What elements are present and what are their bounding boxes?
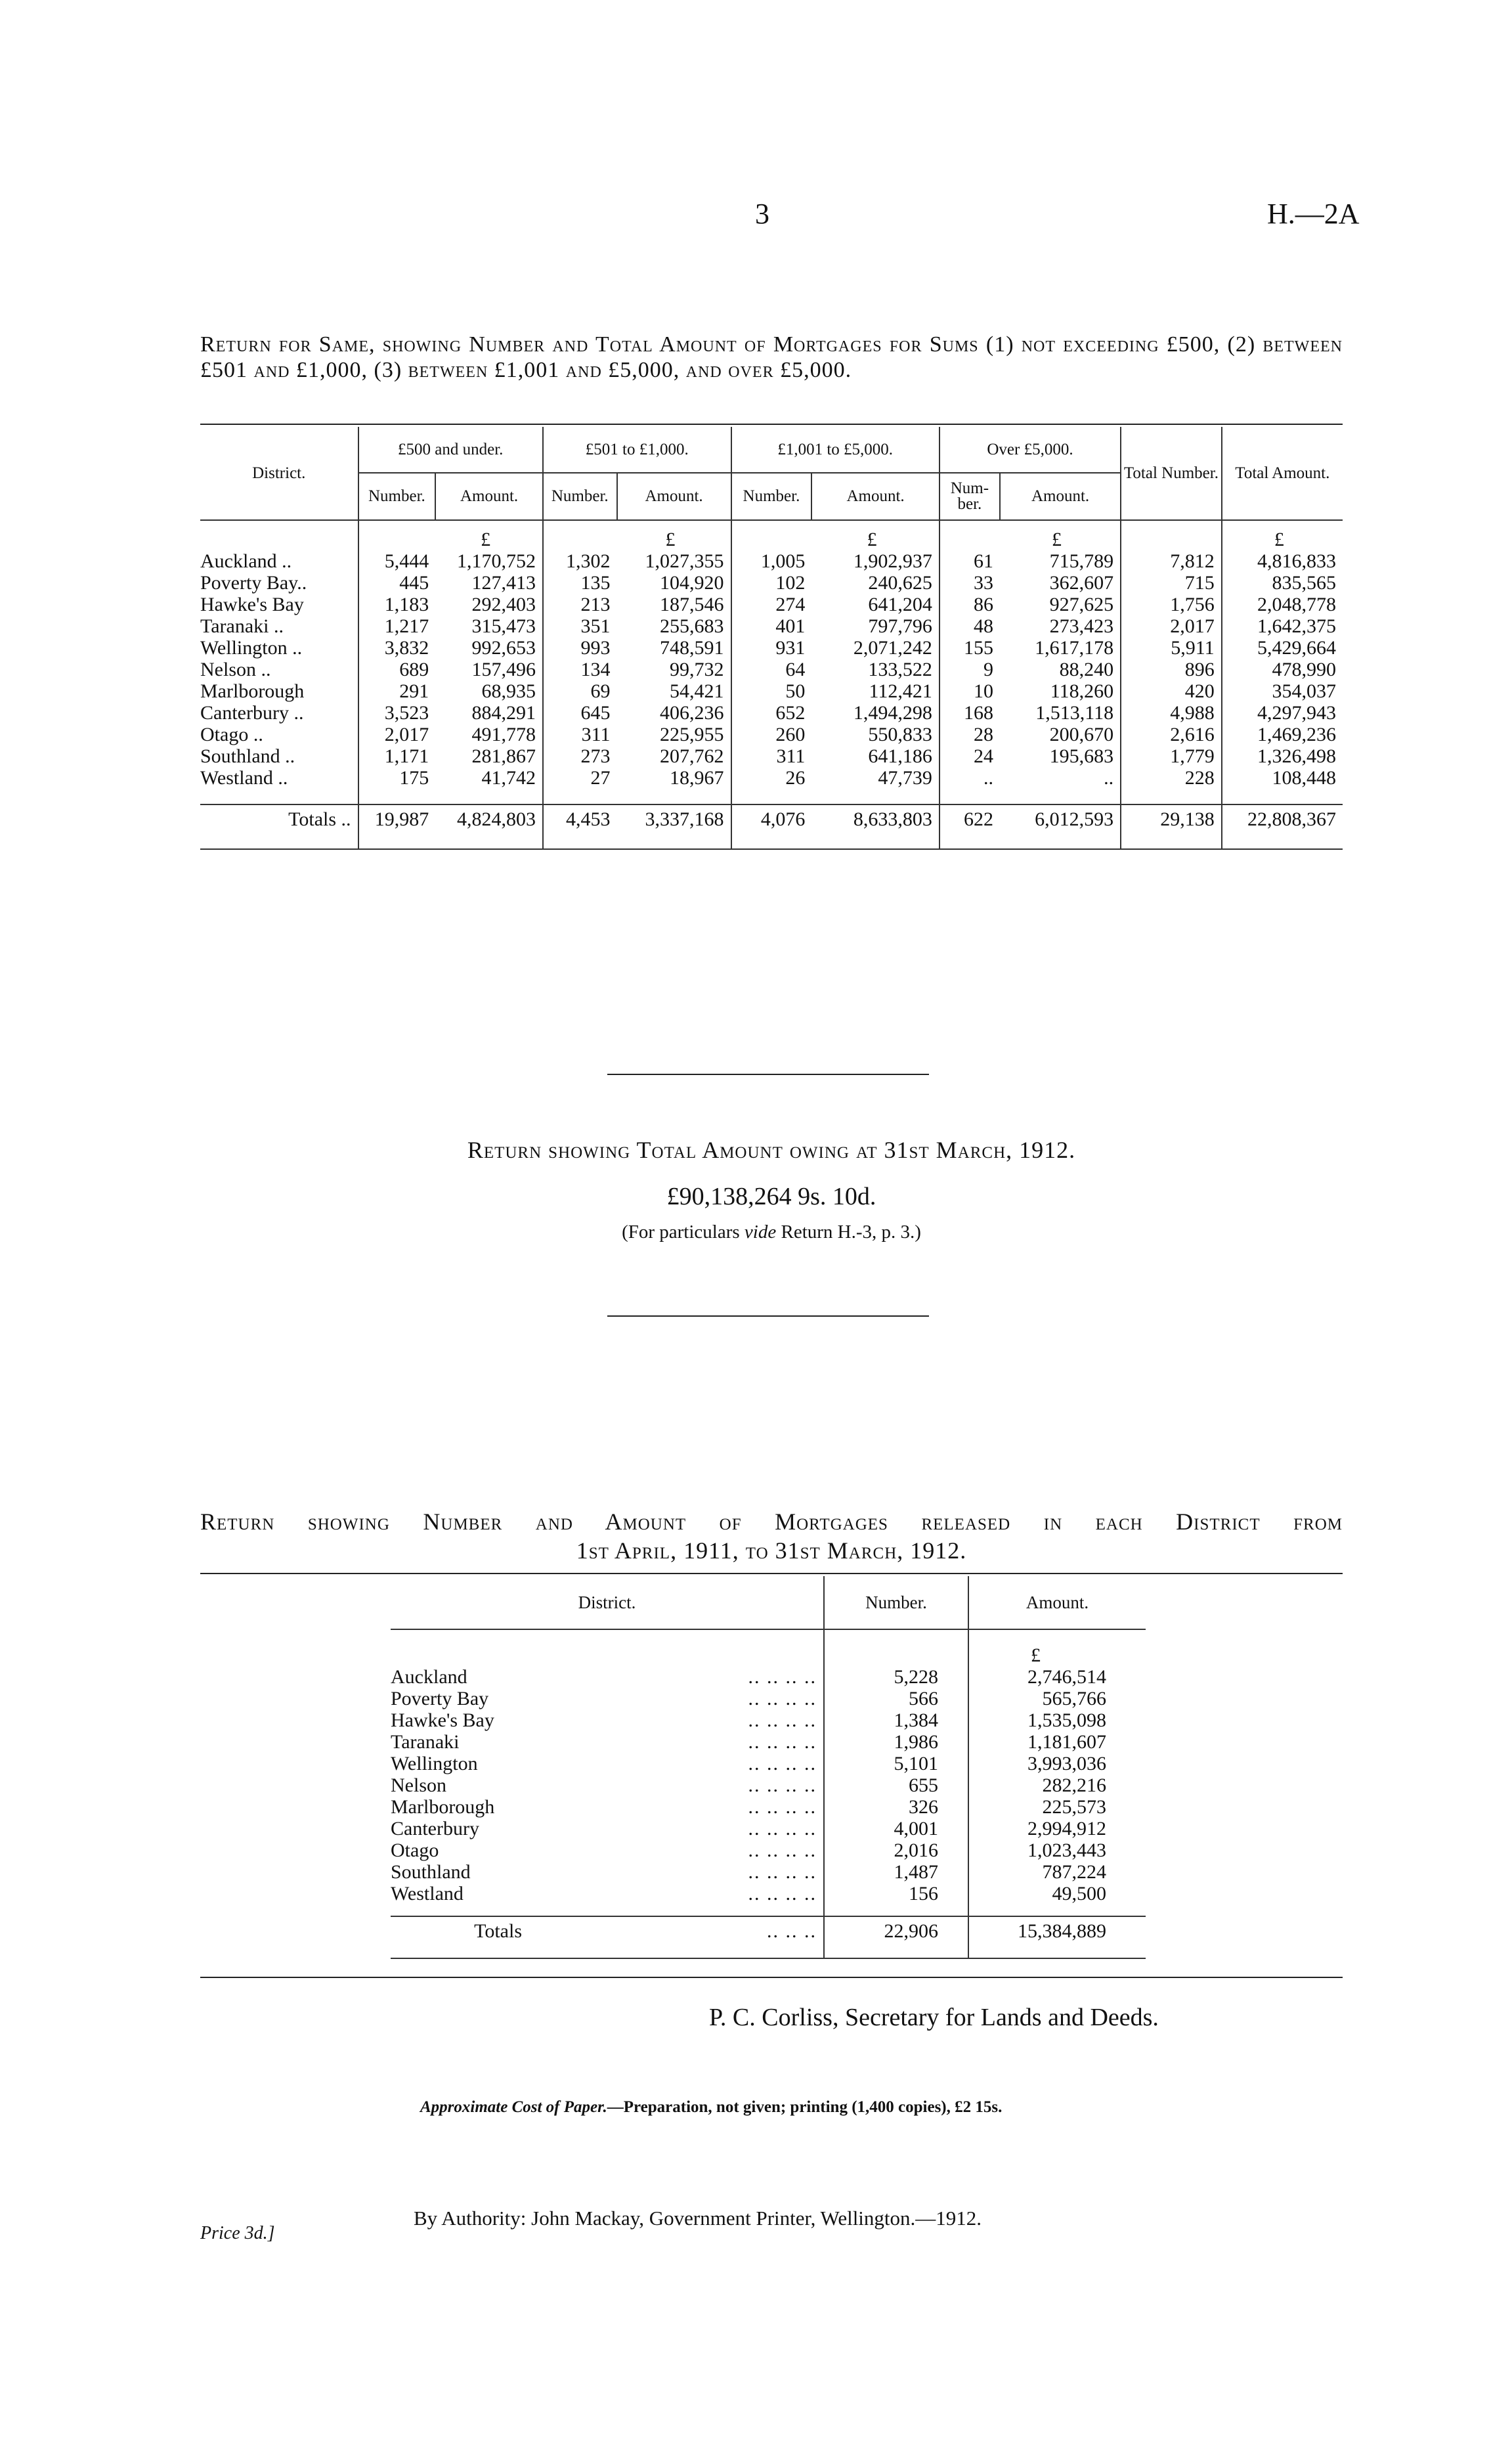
return2-note — [200, 1222, 1343, 1243]
table-row — [200, 745, 1343, 767]
note-italic: vide — [744, 1222, 777, 1243]
section-divider — [607, 1315, 929, 1317]
table-cell: 354,037 — [1222, 680, 1343, 702]
table-cell: 135 — [543, 572, 617, 594]
number-cell: 5,228 — [824, 1666, 968, 1688]
table-cell: 168 — [940, 702, 1000, 724]
table-cell: 5,444 — [358, 550, 436, 572]
table-cell: 1,302 — [543, 550, 617, 572]
district-name: Wellington .. — [200, 637, 303, 659]
district-name: Taranaki — [391, 1731, 460, 1753]
district-name: Otago .. — [200, 724, 263, 745]
number-cell: 1,487 — [824, 1861, 968, 1883]
signature: P. C. Corliss, Secretary for Lands and Deeds. — [709, 2004, 1159, 2031]
leader-dots: .. .. .. .. — [748, 1774, 817, 1796]
leader-dots: .. .. .. .. — [748, 1839, 817, 1861]
table-cell: 47,739 — [878, 767, 932, 789]
total-cell: 4,824,803 — [435, 804, 543, 833]
number-cell: 655 — [824, 1774, 968, 1796]
table-cell: 291 — [358, 680, 436, 702]
amount-cell: 1,181,607 — [968, 1731, 1146, 1753]
table-cell: 1,027,355 — [645, 550, 724, 572]
table-row — [200, 702, 1343, 724]
leader-dots: .. .. .. .. — [748, 1688, 817, 1709]
table-cell: 478,990 — [1222, 659, 1343, 680]
table-cell: 927,625 — [1049, 594, 1114, 615]
table-cell: 2,048,778 — [1222, 594, 1343, 615]
currency-row — [200, 520, 1343, 550]
total-cell: 19,987 — [358, 804, 436, 833]
table-cell: 1,779 — [1121, 745, 1222, 767]
table-cell: 200,670 — [1049, 724, 1114, 745]
district-name: Canterbury .. — [200, 702, 304, 724]
amount-header: Amount. — [1000, 473, 1121, 520]
table-cell: 645 — [543, 702, 617, 724]
table-cell: 1,902,937 — [853, 550, 932, 572]
amount-header: Amount. — [435, 473, 543, 520]
table-cell: 1,494,298 — [853, 702, 932, 724]
number-cell: 1,986 — [824, 1731, 968, 1753]
amount-cell: 2,994,912 — [968, 1818, 1146, 1839]
table-cell: 4,297,943 — [1222, 702, 1343, 724]
amount-cell: 2,746,514 — [968, 1666, 1146, 1688]
table-cell: 50 — [731, 680, 812, 702]
table-cell: 896 — [1121, 659, 1222, 680]
table-cell: 1,469,236 — [1222, 724, 1343, 745]
table-cell: 18,967 — [670, 767, 724, 789]
table-cell: 3,832 — [358, 637, 436, 659]
table-cell: 4,816,833 — [1222, 550, 1343, 572]
district-name: Nelson — [391, 1774, 446, 1796]
leader-dots: .. .. .. .. — [748, 1883, 817, 1904]
totals-label: Totals — [391, 1916, 529, 1945]
table-cell: 748,591 — [660, 637, 724, 659]
table-cell: 884,291 — [471, 702, 536, 724]
table3-title-line2: 1st April, 1911, to 31st March, 1912. — [576, 1537, 967, 1564]
table-cell: 273,423 — [1049, 615, 1114, 637]
number-cell: 4,001 — [824, 1818, 968, 1839]
table-cell: 1,617,178 — [1035, 637, 1114, 659]
leader-dots: .. .. .. .. — [748, 1818, 817, 1839]
totals-row — [200, 804, 1343, 833]
table-row — [391, 1883, 1146, 1904]
table-cell: 54,421 — [670, 680, 724, 702]
table-cell: 1,170,752 — [456, 550, 536, 572]
table-cell: 9 — [940, 659, 1000, 680]
district-name: Wellington — [391, 1753, 478, 1774]
district-name: Taranaki .. — [200, 615, 284, 637]
number-header: Number. — [731, 473, 812, 520]
table-cell: 195,683 — [1049, 745, 1114, 767]
table-row — [200, 572, 1343, 594]
table-cell: 225,955 — [660, 724, 724, 745]
table-cell: 99,732 — [670, 659, 724, 680]
number-header: Number. — [824, 1576, 968, 1629]
leader-dots: .. .. .. .. — [748, 1666, 817, 1688]
district-name: Westland .. — [200, 767, 288, 789]
leader-dots: .. .. .. .. — [748, 1796, 817, 1818]
table-cell: 5,429,664 — [1222, 637, 1343, 659]
table-cell: 4,988 — [1121, 702, 1222, 724]
table-cell: 2,017 — [1121, 615, 1222, 637]
table3-top-rule — [200, 1573, 1343, 1574]
table-cell: 48 — [940, 615, 1000, 637]
note-prefix: (For particulars — [622, 1222, 745, 1243]
number-cell: 5,101 — [824, 1753, 968, 1774]
table-cell: 127,413 — [471, 572, 536, 594]
total-cell: 3,337,168 — [617, 804, 731, 833]
mortgages-released-table — [391, 1576, 1146, 1959]
table3-bottom-rule — [200, 1977, 1343, 1978]
total-number: 22,906 — [824, 1916, 968, 1945]
table-cell: 187,546 — [660, 594, 724, 615]
table-cell: 41,742 — [481, 767, 536, 789]
district-name: Otago — [391, 1839, 439, 1861]
amount-cell: 3,993,036 — [968, 1753, 1146, 1774]
totals-row — [391, 1916, 1146, 1945]
table3-title — [200, 1507, 1343, 1565]
table-row — [391, 1861, 1146, 1883]
table-cell: 1,642,375 — [1222, 615, 1343, 637]
amount-cell: 787,224 — [968, 1861, 1146, 1883]
table-row — [391, 1818, 1146, 1839]
table-cell: 311 — [543, 724, 617, 745]
district-name: Canterbury — [391, 1818, 479, 1839]
district-name: Marlborough — [200, 680, 305, 702]
amount-cell: 49,500 — [968, 1883, 1146, 1904]
table-cell: 26 — [731, 767, 812, 789]
district-header: District. — [200, 427, 358, 520]
leader-dots: .. .. .. — [529, 1916, 824, 1945]
table-cell: 835,565 — [1222, 572, 1343, 594]
table-row — [200, 659, 1343, 680]
table-row — [200, 637, 1343, 659]
table-row — [200, 615, 1343, 637]
district-name: Poverty Bay — [391, 1688, 489, 1709]
table-cell: 797,796 — [868, 615, 932, 637]
leader-dots: .. .. .. .. — [748, 1731, 817, 1753]
page-number: 3 — [755, 198, 769, 230]
amount-cell: 1,535,098 — [968, 1709, 1146, 1731]
amount-cell: 565,766 — [968, 1688, 1146, 1709]
table-cell: 108,448 — [1222, 767, 1343, 789]
total-cell: 4,076 — [731, 804, 812, 833]
table-cell: 993 — [543, 637, 617, 659]
amount-header: Amount. — [968, 1576, 1146, 1629]
table-cell: 2,616 — [1121, 724, 1222, 745]
district-name: Marlborough — [391, 1796, 495, 1818]
table-cell: 406,236 — [660, 702, 724, 724]
price: Price 3d.] — [200, 2223, 275, 2243]
table-row — [200, 594, 1343, 615]
leader-dots: .. .. .. .. — [748, 1709, 817, 1731]
table-cell: 362,607 — [1049, 572, 1114, 594]
table-cell: 260 — [731, 724, 812, 745]
number-cell: 1,384 — [824, 1709, 968, 1731]
number-cell: 156 — [824, 1883, 968, 1904]
district-name: Hawke's Bay — [200, 594, 304, 615]
table3-title-line1: Return showing Number and Amount of Mortgages released in each District from — [200, 1508, 1343, 1535]
table-cell: 351 — [543, 615, 617, 637]
table-cell: 240,625 — [868, 572, 932, 594]
table-cell: 133,522 — [868, 659, 932, 680]
table-row — [200, 550, 1343, 572]
mortgage-size-table — [200, 427, 1343, 850]
table-cell: 931 — [731, 637, 812, 659]
district-name: Poverty Bay.. — [200, 572, 307, 594]
table-cell: 1,183 — [358, 594, 436, 615]
table-cell: 689 — [358, 659, 436, 680]
table-cell: 550,833 — [868, 724, 932, 745]
amount-cell: 225,573 — [968, 1796, 1146, 1818]
amount-header: Amount. — [617, 473, 731, 520]
table-row — [391, 1731, 1146, 1753]
amount-cell: 282,216 — [968, 1774, 1146, 1796]
table-cell: 27 — [543, 767, 617, 789]
number-cell: 326 — [824, 1796, 968, 1818]
table-cell: 281,867 — [471, 745, 536, 767]
table-cell: 292,403 — [471, 594, 536, 615]
table-row — [391, 1709, 1146, 1731]
table-cell: 273 — [543, 745, 617, 767]
table-cell: 1,756 — [1121, 594, 1222, 615]
table-cell: 274 — [731, 594, 812, 615]
printer-authority: By Authority: John Mackay, Government Printer, Wellington.—1912. — [414, 2207, 982, 2230]
table-cell: .. — [1104, 767, 1114, 789]
district-name: Southland .. — [200, 745, 295, 767]
table-cell: 155 — [940, 637, 1000, 659]
group-header: £500 and under. — [358, 427, 543, 473]
table-cell: 61 — [940, 550, 1000, 572]
group-header: Over £5,000. — [940, 427, 1121, 473]
table-cell: 33 — [940, 572, 1000, 594]
total-cell: 4,453 — [543, 804, 617, 833]
district-name: Southland — [391, 1861, 471, 1883]
district-header: District. — [391, 1576, 824, 1629]
table-cell: 445 — [358, 572, 436, 594]
table-row — [391, 1774, 1146, 1796]
table-cell: 401 — [731, 615, 812, 637]
table-row — [200, 767, 1343, 789]
cost-label: Approximate Cost of Paper. — [420, 2098, 607, 2116]
district-name: Hawke's Bay — [391, 1709, 494, 1731]
number-header: Number. — [543, 473, 617, 520]
table-cell: 88,240 — [1059, 659, 1114, 680]
table-cell: 157,496 — [471, 659, 536, 680]
table-cell: 641,204 — [868, 594, 932, 615]
group-header: £501 to £1,000. — [543, 427, 731, 473]
cost-note — [420, 2098, 1002, 2117]
return2-amount: £90,138,264 9s. 10d. — [666, 1183, 876, 1210]
table-cell: 992,653 — [471, 637, 536, 659]
table-cell: 1,171 — [358, 745, 436, 767]
amount-cell: 1,023,443 — [968, 1839, 1146, 1861]
totals-label: Totals .. — [200, 804, 358, 833]
table-cell: 311 — [731, 745, 812, 767]
table-row — [200, 724, 1343, 745]
table-cell: 1,513,118 — [1035, 702, 1114, 724]
district-name: Auckland .. — [200, 550, 292, 572]
table-cell: 86 — [940, 594, 1000, 615]
table-cell: 641,186 — [868, 745, 932, 767]
table-row — [391, 1666, 1146, 1688]
total-cell: 29,138 — [1121, 804, 1222, 833]
table-cell: 491,778 — [471, 724, 536, 745]
table-cell: 5,911 — [1121, 637, 1222, 659]
currency-symbol: £ — [481, 529, 491, 550]
currency-symbol: £ — [968, 1629, 1146, 1666]
table-cell: 24 — [940, 745, 1000, 767]
table-cell: 3,523 — [358, 702, 436, 724]
table-cell: 28 — [940, 724, 1000, 745]
table-cell: 69 — [543, 680, 617, 702]
district-name: Westland — [391, 1883, 464, 1904]
number-cell: 2,016 — [824, 1839, 968, 1861]
table-cell: 255,683 — [660, 615, 724, 637]
page-reference: H.—2A — [1267, 198, 1360, 230]
table-cell: 68,935 — [481, 680, 536, 702]
table-cell: 228 — [1121, 767, 1222, 789]
table-cell: 652 — [731, 702, 812, 724]
total-amount-header: Total Amount. — [1222, 427, 1343, 520]
table-cell: 118,260 — [1050, 680, 1114, 702]
total-cell: 622 — [940, 804, 1000, 833]
total-amount: 15,384,889 — [968, 1916, 1146, 1945]
total-cell: 6,012,593 — [1000, 804, 1121, 833]
table-cell: 1,326,498 — [1222, 745, 1343, 767]
leader-dots: .. .. .. .. — [748, 1753, 817, 1774]
return2-title: Return showing Total Amount owing at 31st March, 1912. — [467, 1137, 1076, 1163]
table-cell: 213 — [543, 594, 617, 615]
number-header: Num-ber. — [940, 473, 1000, 520]
table-cell: 175 — [358, 767, 436, 789]
table-cell: 2,017 — [358, 724, 436, 745]
table-cell: 112,421 — [869, 680, 932, 702]
table-cell: 715 — [1121, 572, 1222, 594]
table-cell: 134 — [543, 659, 617, 680]
table-row — [200, 680, 1343, 702]
table-cell: 1,217 — [358, 615, 436, 637]
table-cell: 315,473 — [471, 615, 536, 637]
leader-dots: .. .. .. .. — [748, 1861, 817, 1883]
table-cell: 2,071,242 — [853, 637, 932, 659]
currency-symbol: £ — [665, 529, 676, 550]
table-row — [391, 1753, 1146, 1774]
number-cell: 566 — [824, 1688, 968, 1709]
table-cell: 207,762 — [660, 745, 724, 767]
table-cell: .. — [940, 767, 1000, 789]
table-cell: 64 — [731, 659, 812, 680]
table-cell: 1,005 — [731, 550, 812, 572]
district-name: Nelson .. — [200, 659, 271, 680]
table1-top-rule — [200, 424, 1343, 425]
table-cell: 104,920 — [660, 572, 724, 594]
table-cell: 7,812 — [1121, 550, 1222, 572]
table-row — [391, 1839, 1146, 1861]
table1-title: Return for Same, showing Number and Total Amount of Mortgages for Sums (1) not exceeding £500, (2) between £501 and £1,000, (3) between £1,001 and £5,000, and over £5,000. — [200, 332, 1343, 382]
total-cell: 8,633,803 — [811, 804, 939, 833]
district-name: Auckland — [391, 1666, 467, 1688]
number-header: Number. — [358, 473, 436, 520]
table-row — [391, 1688, 1146, 1709]
currency-symbol: £ — [1052, 529, 1062, 550]
section-divider — [607, 1074, 929, 1075]
table-cell: 420 — [1121, 680, 1222, 702]
table-cell: 715,789 — [1049, 550, 1114, 572]
total-number-header: Total Number. — [1121, 427, 1222, 520]
table-cell: 10 — [940, 680, 1000, 702]
currency-symbol: £ — [867, 529, 877, 550]
amount-header: Amount. — [811, 473, 939, 520]
note-suffix: Return H.-3, p. 3.) — [776, 1222, 921, 1243]
total-cell: 22,808,367 — [1222, 804, 1343, 833]
table-row — [391, 1796, 1146, 1818]
cost-text: —Preparation, not given; printing (1,400 copies), £2 15s. — [607, 2098, 1003, 2116]
group-header: £1,001 to £5,000. — [731, 427, 940, 473]
table-cell: 102 — [731, 572, 812, 594]
currency-symbol: £ — [1222, 520, 1343, 550]
